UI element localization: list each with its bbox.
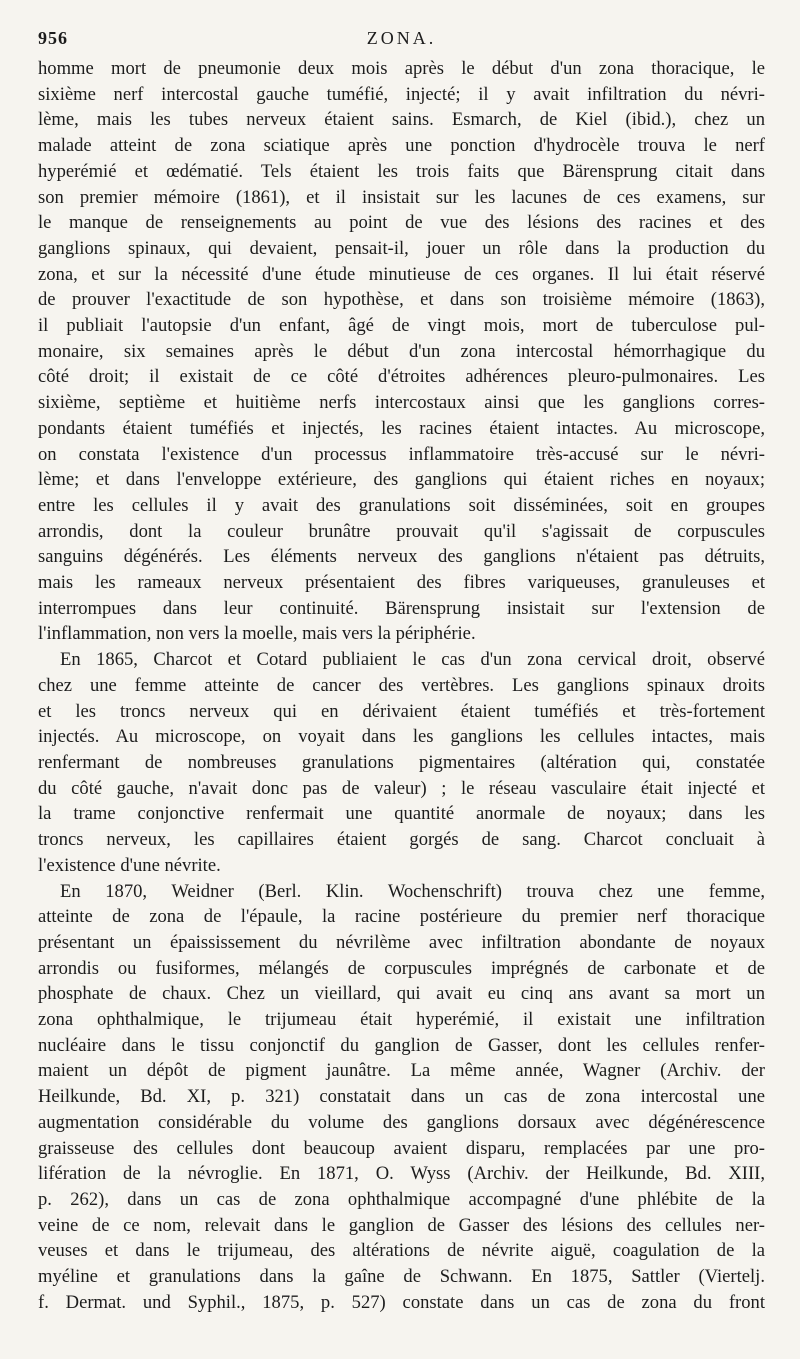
text-line: En 1865, Charcot et Cotard publiaient le cas d'un zona cervical droit, observé (60, 649, 765, 671)
text-line: f. Dermat. und Syphil., 1875, p. 527) constate dans un cas de zona du front (38, 1291, 765, 1313)
text-line: injectés. Au microscope, on voyait dans les ganglions les cellules intactes, mais (38, 726, 765, 748)
page-header (38, 28, 765, 56)
text-line: il publiait l'autopsie d'un enfant, âgé de vingt mois, mort de tuberculose pul- (38, 315, 765, 337)
text-line: malade atteint de zona sciatique après une ponction d'hydrocèle trouva le nerf (38, 135, 765, 157)
running-head: ZONA. (366, 28, 437, 48)
text-line: veine de ce nom, relevait dans le ganglion de Gasser des lésions des cellules ner- (38, 1214, 765, 1236)
text-line: augmentation considérable du volume des ganglions dorsaux avec dégénérescence (38, 1111, 765, 1133)
text-line: zona, et sur la nécessité d'une étude minutieuse de ces organes. Il lui était réservé (38, 263, 765, 285)
text-line: sixième nerf intercostal gauche tuméfié, injecté; il y avait infiltration du névri- (38, 83, 765, 105)
text-line: le manque de renseignements au point de vue des lésions des racines et des (38, 212, 765, 234)
text-line: maient un dépôt de pigment jaunâtre. La même année, Wagner (Archiv. der (38, 1060, 765, 1082)
text-line: monaire, six semaines après le début d'un zona intercostal hémorrhagique du (38, 340, 765, 362)
text-line: arrondis, dont la couleur brunâtre prouvait qu'il s'agissait de corpuscules (38, 520, 765, 542)
text-line: ganglions spinaux, qui devaient, pensait-il, jouer un rôle dans la production du (38, 237, 765, 259)
text-line: lème; et dans l'enveloppe extérieure, des ganglions qui étaient riches en noyaux; (38, 469, 765, 491)
text-line: renfermant de nombreuses granulations pigmentaires (altération qui, constatée (38, 751, 765, 773)
text-line: hyperémié et œdématié. Tels étaient les trois faits que Bärensprung citait dans (38, 160, 765, 182)
text-line: la trame conjonctive renfermait une quantité anormale de noyaux; dans les (38, 803, 765, 825)
text-line: phosphate de chaux. Chez un vieillard, qui avait eu cinq ans avant sa mort un (38, 983, 765, 1005)
text-line: l'existence d'une névrite. (38, 854, 221, 876)
text-line: présentant un épaississement du névrilème avec infiltration abondante de noyaux (38, 931, 765, 953)
text-line: graisseuse des cellules dont beaucoup avaient disparu, remplacées par une pro- (38, 1137, 765, 1159)
text-line: lème, mais les tubes nerveux étaient sains. Esmarch, de Kiel (ibid.), chez un (38, 109, 765, 131)
text-line: troncs nerveux, les capillaires étaient gorgés de sang. Charcot concluait à (38, 829, 765, 851)
text-line: nucléaire dans le tissu conjonctif du ganglion de Gasser, dont les cellules renfer- (38, 1034, 765, 1056)
text-line: zona ophthalmique, le trijumeau était hyperémié, il existait une infiltration (38, 1009, 765, 1031)
text-line: interrompues dans leur continuité. Bärensprung insistait sur l'extension de (38, 597, 765, 619)
text-line: veuses et dans le trijumeau, des altérations de névrite aiguë, coagulation de la (38, 1240, 765, 1262)
text-line: pondants étaient tuméfiés et injectés, les racines étaient intactes. Au microscope, (38, 417, 765, 439)
text-line: l'inflammation, non vers la moelle, mais vers la périphérie. (38, 623, 476, 645)
text-line: de prouver l'exactitude de son hypothèse, et dans son troisième mémoire (1863), (38, 289, 765, 311)
text-line: myéline et granulations dans la gaîne de Schwann. En 1875, Sattler (Viertelj. (38, 1266, 765, 1288)
text-line: sixième, septième et huitième nerfs intercostaux ainsi que les ganglions corres- (38, 392, 765, 414)
text-line: mais les rameaux nerveux présentaient des fibres variqueuses, granuleuses et (38, 572, 765, 594)
text-line: p. 262), dans un cas de zona ophthalmique accompagné d'une phlébite de la (38, 1188, 765, 1210)
page-body (38, 56, 765, 1315)
text-line: entre les cellules il y avait des granulations soit disséminées, soit en groupes (38, 494, 765, 516)
text-line: homme mort de pneumonie deux mois après le début d'un zona thoracique, le (38, 58, 765, 79)
text-line: chez une femme atteinte de cancer des vertèbres. Les ganglions spinaux droits (38, 674, 765, 696)
page-number: 956 (38, 28, 68, 48)
text-line: En 1870, Weidner (Berl. Klin. Wochenschrift) trouva chez une femme, (60, 880, 765, 902)
text-line: lifération de la névroglie. En 1871, O. Wyss (Archiv. der Heilkunde, Bd. XIII, (38, 1163, 765, 1185)
text-line: arrondis ou fusiformes, mélangés de corpuscules imprégnés de carbonate et de (38, 957, 765, 979)
text-line: on constata l'existence d'un processus inflammatoire très-accusé sur le névri- (38, 443, 765, 465)
text-line: du côté gauche, n'avait donc pas de valeur) ; le réseau vasculaire était injecté et (38, 777, 765, 799)
text-line: et les troncs nerveux qui en dérivaient étaient tuméfiés et très-fortement (38, 700, 765, 722)
text-line: atteinte de zona de l'épaule, la racine postérieure du premier nerf thoracique (38, 906, 765, 928)
text-line: son premier mémoire (1861), et il insistait sur les lacunes de ces examens, sur (38, 186, 765, 208)
text-line: Heilkunde, Bd. XI, p. 321) constatait dans un cas de zona intercostal une (38, 1086, 765, 1108)
book-page (38, 28, 765, 1315)
text-line: sanguins dégénérés. Les éléments nerveux des ganglions n'étaient pas détruits, (38, 546, 765, 568)
text-line: côté droit; il existait de ce côté d'étroites adhérences pleuro-pulmonaires. Les (38, 366, 765, 388)
